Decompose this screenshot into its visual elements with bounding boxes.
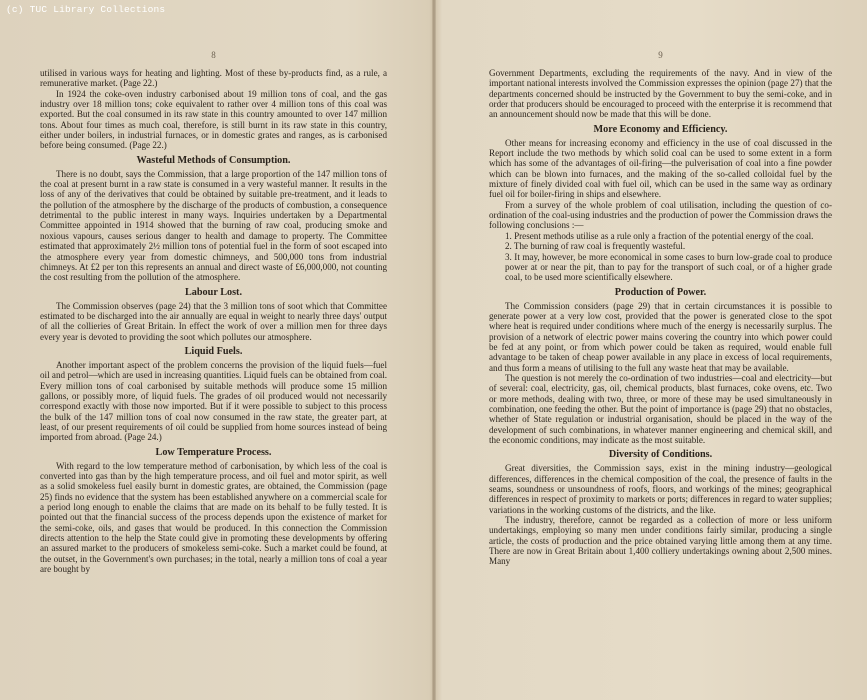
right-page [489,0,832,700]
section-heading: Liquid Fuels. [184,345,243,357]
conclusion-item: 1. Present methods utilise as a rule only a fraction of the potential energy of the coal. [505,230,814,241]
section-heading: Labour Lost. [185,286,242,298]
section-heading: Low Temperature Process. [155,446,272,458]
conclusion-item: 2. The burning of raw coal is frequently wasteful. [505,241,686,252]
paragraph: With regard to the low temperature method of carbonisation, by which less of the coal is converted into gas than by the high temperature process, and oil fuel and motor spirit, as well as a solid smokeless fuel easily burnt in domestic grates, are obtained, the Commission (page 25) finds no evidence that the system has been established anywhere on a commercial scale for a period long enough to enable the claims that are made on its behalf to be fully tested. It is pointed out that the financial success of the process depends upon the existence of market for the semi-coke, oils, and gases that would be produced. In this connection the Commission directs attention to the help the State could give in promoting these developments by offering an assured market to the producers of smokeless semi-coke. Such a market could be found, at the outset, in the Government's own purchases; in the total, nearly a million tons of coal a year are bought by [40,460,387,575]
paragraph: Another important aspect of the problem concerns the provision of the liquid fuels—fuel oil and petrol—which are used in increasing quantities. Liquid fuels can be obtained from coal. Every million tons of coal carbonised by suitable methods will produce some 15 million gallons, or possibly more, of liquid fuels. The grades of oil produced would not necessarily correspond exactly with those now imported. But if it were possible to subject to this process the bulk of the 147 million tons of coal now consumed in the raw state, the greater part, at least, of our present requirements of oil could be supplied from home sources instead of being imported from abroad. (Page 24.) [40,359,387,443]
paragraph: Government Departments, excluding the requirements of the navy. And in view of the important national interests involved the Commission expresses the opinion (page 27) that the departments concerned should be instructed by the Government to buy the semi-coke, and in order that producers should be encouraged to proceed with the enterprise it is recommend that an announcement should now be made that this will be done. [489,68,832,120]
section-heading: Wasteful Methods of Consumption. [136,154,291,166]
conclusion-item: 3. It may, however, be more economical in some cases to burn low-grade coal to produce power at or near the pit, than to pay for the transport of such coal, or of a higher grade coal, to be used more scientifically elsewhere. [505,251,832,283]
paragraph: From a survey of the whole problem of coal utilisation, including the question of co-ordination of the coal-using industries and the production of power the Commission draws the following conclusions :— [489,199,832,231]
left-page-body [40,68,387,574]
section-heading: Production of Power. [614,286,707,298]
paragraph: There is no doubt, says the Commission, that a large proportion of the 147 million tons of the coal at present burnt in a raw state is consumed in a very wasteful manner. It results in the loss of any of the derivatives that could be obtained by suitable pre-treatment, and it leads to the pollution of the atmosphere by the discharge of the products of combustion, a consequence detrimental to the public interest in many ways. Inquiries undertaken by a Departmental Committee appointed in 1914 showed that the burning of raw coal, producing smoke and noxious vapours, causes serious danger to health and damage to property. The Committee estimated that approximately 2½ million tons of potential fuel in the form of soot escaped into the atmosphere every year from domestic chimneys, and 500,000 tons from industrial chimneys. At £2 per ton this represents an annual and direct waste of £6,000,000, not counting the cost resulting from the pollution of the atmosphere. [40,168,387,283]
paragraph: utilised in various ways for heating and lighting. Most of these by-products find, as a rule, a remunerative market. (Page 22.) [40,68,387,89]
paragraph: The Commission considers (page 29) that in certain circumstances it is possible to generate power at a very low cost, provided that the power is generated close to the spot where heat is required under conditions where much of the energy is necessarily surplus. The provision of a network of electric power mains covering the country into which power could be fed at any point, or from which power could be taken as required, would enable full advantage to be taken of cheap power available in any place in excess of local requirements, and thus form a means of utilising to the full any waste heat that may be available. [489,300,832,373]
page-number: 9 [658,50,663,60]
section-heading: Diversity of Conditions. [608,449,713,461]
paragraph: Other means for increasing economy and efficiency in the use of coal discussed in the Report include the two methods by which solid coal can be used to some extent in a form which has some of the advantages of oil-firing—the pulverisation of coal into a fine powder which can be blown into furnaces, and the making of the so-called colloidal fuel by the mixture of finely divided coal with fuel oil, which can be used in the same way as ordinary fuel oil for boiler-firing in ships and elsewhere. [489,137,832,200]
paragraph: Great diversities, the Commission says, exist in the mining industry—geological differences, differences in the chemical composition of the coal, the presence of faults in the seams, soundness or unsoundness of roofs, floors, and workings of the mines; geographical differences in respect of proximity to markets or ports; differences in regard to water supplies; variations in the working customs of the districts, and the like. [489,463,832,515]
page-fold [432,0,436,700]
section-heading: More Economy and Efficiency. [593,123,728,135]
paragraph: In 1924 the coke-oven industry carbonised about 19 million tons of coal, and the gas industry over 18 million tons; coke equivalent to rather over 4 million tons of this coal was exported. But the coal consumed in its raw state in this country amounted to over 147 million tons. About four times as much coal, therefore, is still burnt in its raw state in this country, either under boilers, in industrial furnaces, or in domestic grates and ranges, as is carbonised before being consumed. (Page 22.) [40,88,387,151]
left-page [40,0,387,700]
paragraph: The Commission observes (page 24) that the 3 million tons of soot which that Committee estimated to be discharged into the air annually are equal in weight to nearly three days' output of all the collieries of Great Britain. In effect the work of over a million men for three days every year is devoted to providing the soot which pollutes our atmosphere. [40,300,387,342]
right-page-body [489,68,832,567]
page-number: 8 [211,50,216,60]
copyright-watermark: (c) TUC Library Collections [6,4,166,15]
paragraph: The industry, therefore, cannot be regarded as a collection of more or less uniform undertakings, employing so many men under conditions fairly similar, producing a single article, the costs of production and the price obtained varying little among them at any time. There are now in Great Britain about 1,400 colliery undertakings owning about 2,500 mines. Many [489,515,832,567]
paragraph: The question is not merely the co-ordination of two industries—coal and electricity—but of several: coal, electricity, gas, oil, chemical products, blast furnaces, coke ovens, etc. Two or more methods, dealing with two, three, or more of these may be used simultaneously in combination, one feeding the other. But the point of importance is (page 29) that no obstacles, whether of State regulation or industrial organisation, should be placed in the way of the development of such combinations, in whatever manner engineering and chemical skill, and the economic conditions, may indicate as the most suitable. [489,372,832,445]
